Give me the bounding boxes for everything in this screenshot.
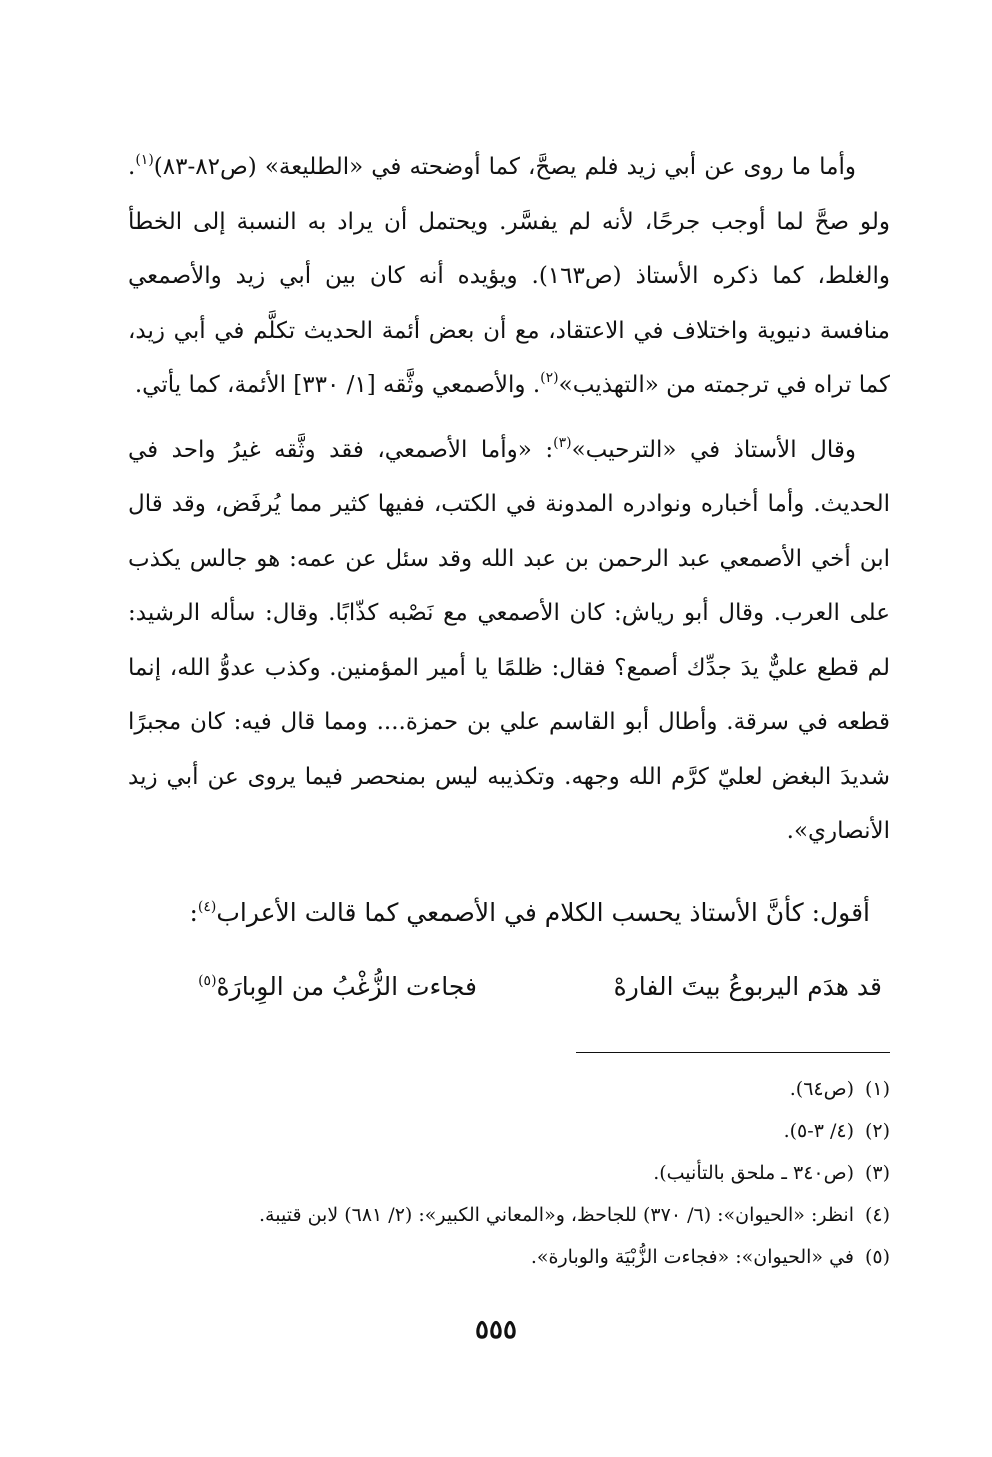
- footnotes: [110, 1068, 890, 1278]
- paragraph-text: . ولو صحَّ لما أوجب جرحًا، لأنه لم يفسَّر. ويحتمل أن يراد به النسبة إلى الخطأ والغلط، كما ذكره الأستاذ (ص١٦٣). ويؤيده أنه كان بين أبي زيد والأصمعي منافسة دنيوية واختلاف في الاعتقاد، مع أن بعض أئمة الحديث تكلَّم في أبي زيد، كما تراه في ترجمته من «التهذيب»: [128, 154, 890, 398]
- statement-colon: :: [189, 898, 198, 927]
- footnote-reference[interactable]: (١): [135, 152, 154, 169]
- footnote-number: (٣): [864, 1162, 890, 1184]
- page-number: ٥٥٥: [475, 1315, 517, 1345]
- footnote-number: (١): [864, 1078, 890, 1100]
- statement-text: أقول: كأنَّ الأستاذ يحسب الكلام في الأصمعي كما قالت الأعراب: [216, 898, 870, 927]
- footnote-divider: [576, 1052, 890, 1053]
- footnote-reference[interactable]: (٥): [198, 973, 217, 990]
- footnote-number: (٥): [864, 1246, 890, 1268]
- footnote-2: [110, 1110, 890, 1152]
- footnote-text: (ص٦٤).: [789, 1078, 854, 1100]
- paragraph-text: : «وأما الأصمعي، فقد وثَّقه غيرُ واحد في الحديث. وأما أخباره ونوادره المدونة في الكتب، ففيها كثير مما يُرفَض، وقد قال ابن أخي الأصمعي عبد الرحمن بن عبد الله وقد سئل عن عمه: هو جالس يكذب على العرب. وقال أبو رياش: كان الأصمعي مع نَصْبه كذّابًا. وقال: سأله الرشيد: لم قطع عليٌّ يدَ جدِّك أصمع؟ فقال: ظلمًا يا أمير المؤمنين. وكذب عدوُّ الله، إنما قطعه في سرقة. وأطال أبو القاسم علي بن حمزة.... ومما قال فيه: كان مجبرًا شديدَ البغض لعليّ كرَّم الله وجهه. وتكذيبه ليس بمنحصر فيما يروى عن أبي زيد الأنصاري».: [128, 436, 890, 844]
- footnote-reference[interactable]: (٢): [540, 370, 559, 387]
- footnote-reference[interactable]: (٤): [197, 899, 217, 916]
- poem-verse: [120, 965, 882, 1009]
- footnote-5: [110, 1236, 890, 1278]
- footnote-1: [110, 1068, 890, 1110]
- footnote-text: في «الحيوان»: «فجاءت الزُّبْيَة والوبارة».: [530, 1246, 854, 1268]
- footnote-4: [110, 1194, 890, 1236]
- footnote-text: (ص٣٤٠ ـ ملحق بالتأنيب).: [653, 1162, 854, 1184]
- verse-second-hemistich: [198, 965, 477, 1009]
- footnote-text: (٤/ ٣-٥).: [783, 1120, 854, 1142]
- footnote-3: [110, 1152, 890, 1194]
- verse-second-text: فجاءت الزُّغْبُ من الوِبارَهْ: [216, 972, 477, 1001]
- paragraph-1: [128, 140, 890, 413]
- paragraph-text: وأما ما روى عن أبي زيد فلم يصحَّ، كما أوضحته في «الطليعة» (ص٨٢-٨٣): [153, 154, 856, 180]
- paragraph-2: [128, 423, 890, 859]
- footnote-number: (٢): [864, 1120, 890, 1142]
- paragraph-text: . والأصمعي وثَّقه [١/ ٣٣٠] الأئمة، كما يأتي.: [134, 372, 541, 398]
- verse-first-hemistich: قد هدَم اليربوعُ بيتَ الفارهْ: [613, 972, 882, 1001]
- statement-line: [128, 893, 870, 933]
- footnote-reference[interactable]: (٣): [553, 434, 572, 451]
- footnote-text: انظر: «الحيوان»: (٦/ ٣٧٠) للجاحظ، و«المعاني الكبير»: (٢/ ٦٨١) لابن قتيبة.: [259, 1204, 854, 1226]
- paragraph-text: وقال الأستاذ في «الترحيب»: [571, 436, 856, 463]
- body-text: [128, 140, 890, 859]
- footnote-number: (٤): [864, 1204, 890, 1226]
